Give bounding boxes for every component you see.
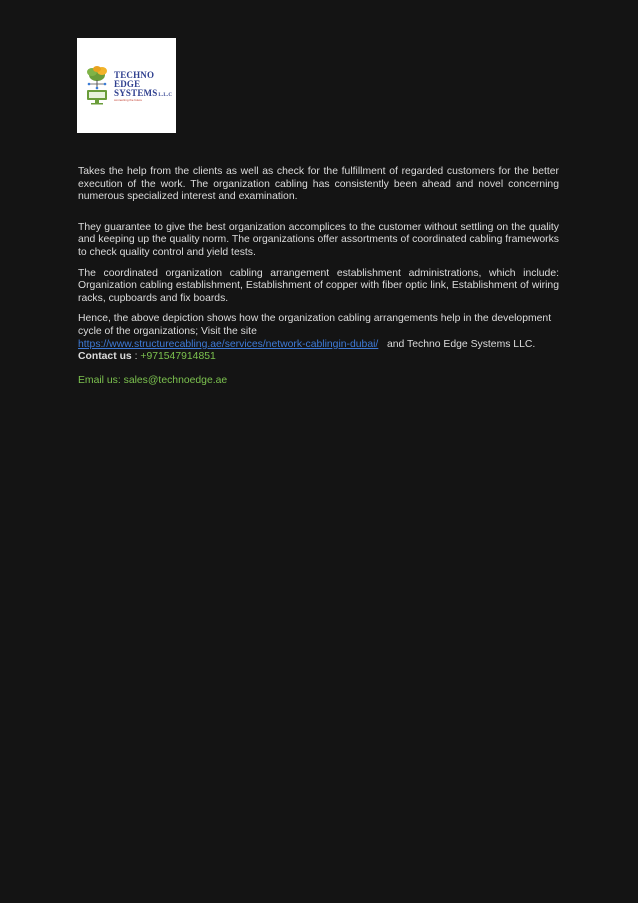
paragraph-3: The coordinated organization cabling arrangement establishment administrations, which include: Organization cabling establishment, Establishment of copper with fiber optic link, Establishment of wiring racks, cupboards and fix boards. — [78, 267, 559, 304]
email-line — [78, 375, 559, 388]
paragraph-1: Takes the help from the clients as well as check for the fulfillment of regarded customers for the better execution of the work. The organization cabling has consistently been ahead and novel concerning numerous specialized interest and examination. — [78, 166, 559, 203]
email-address[interactable]: sales@technoedge.ae — [123, 374, 228, 386]
document-body — [78, 166, 559, 396]
closing-paragraph — [78, 313, 559, 363]
website-link[interactable]: https://www.structurecabling.ae/services/network-cablingin-dubai/ — [78, 338, 379, 350]
logo-llc: L.L.C — [158, 93, 173, 98]
company-name-text: and Techno Edge Systems LLC. — [387, 338, 536, 350]
contact-label: Contact us — [78, 351, 132, 363]
paragraph-2: They guarantee to give the best organization accomplices to the customer without settling on the quality and keeping up the quality norm. The organizations offer assortments of coordinated cabling frameworks to check quality control and yield tests. — [78, 221, 559, 258]
logo-line-2: EDGE — [114, 79, 141, 89]
email-label: Email us: — [78, 374, 121, 386]
logo-line-1: TECHNO — [114, 70, 155, 80]
logo-tagline: connecting the future — [114, 98, 143, 102]
closing-text: Hence, the above depiction shows how the organization cabling arrangements help in the development cycle of the organizations; Visit the site — [78, 313, 552, 337]
contact-separator: : — [134, 351, 138, 363]
phone-number[interactable]: +971547914851 — [140, 351, 216, 363]
logo-systems: SYSTEMS — [114, 88, 158, 98]
company-logo — [77, 38, 176, 133]
